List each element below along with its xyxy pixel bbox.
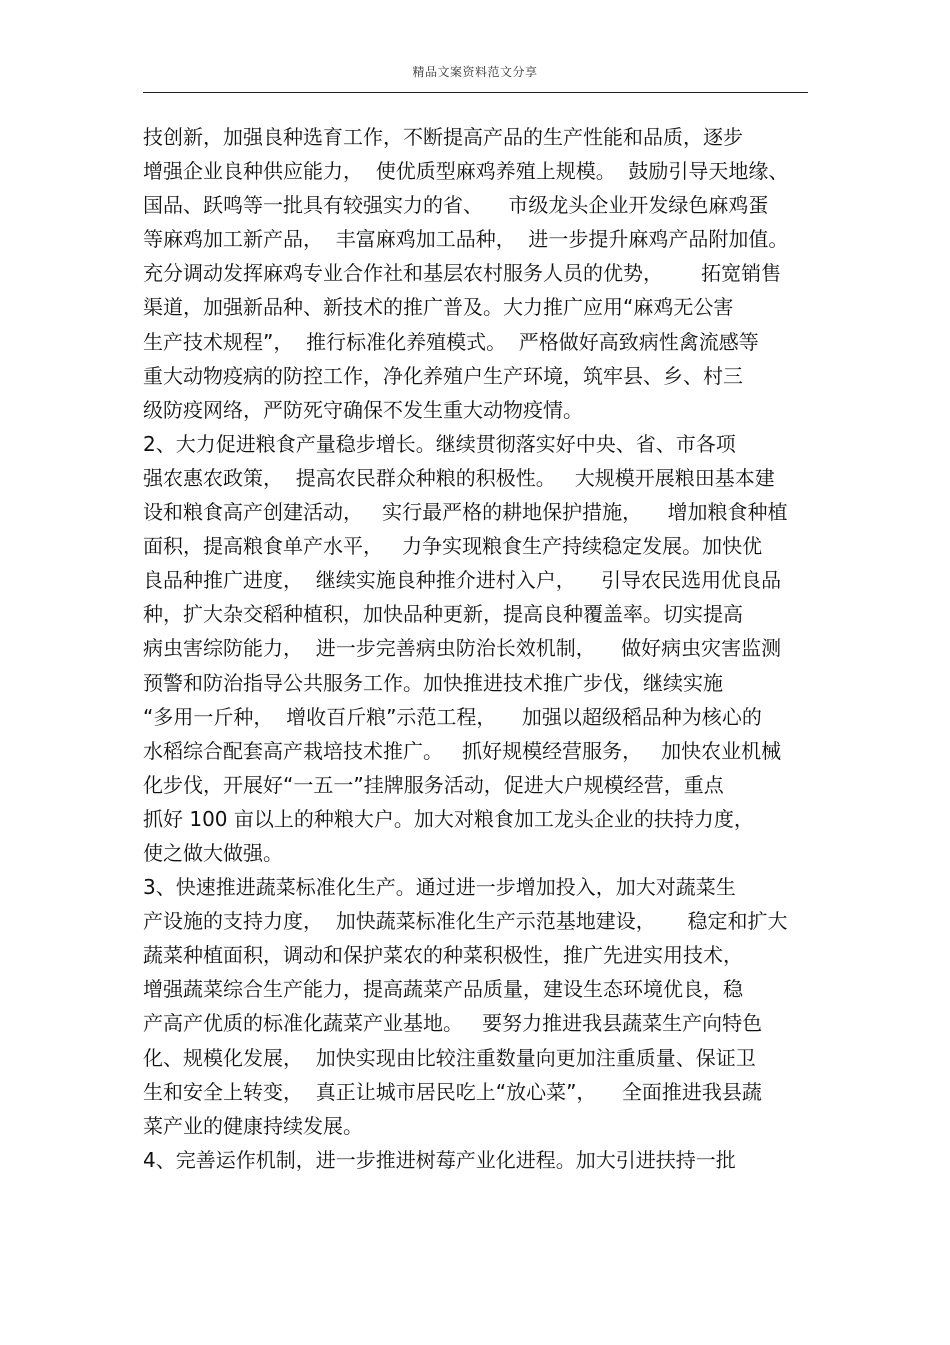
text-line: 菜产业的健康持续发展。 [143, 1113, 363, 1138]
text-line: 面积，提高粮食单产水平， 力争实现粮食生产持续稳定发展。加快优 [143, 534, 763, 559]
text-line: 蔬菜种植面积，调动和保护菜农的种菜积极性，推广先进实用技术， [143, 943, 743, 968]
text-line: 产设施的支持力度， 加快蔬菜标准化生产示范基地建设， 稳定和扩大 [143, 909, 788, 934]
text-line: 使之做大做强。 [143, 840, 283, 865]
page-header-title: 精品文案资料范文分享 [412, 65, 538, 79]
text-line: 产高产优质的标准化蔬菜产业基地。 要努力推进我县蔬菜生产向特色 [143, 1011, 763, 1036]
text-line: 抓好 100 亩以上的种粮大户。加大对粮食加工龙头企业的扶持力度， [143, 806, 754, 831]
text-line: 3、快速推进蔬菜标准化生产。通过进一步增加投入，加大对蔬菜生 [143, 875, 736, 900]
text-line: 2、大力促进粮食产量稳步增长。继续贯彻落实好中央、省、市各项 [143, 431, 736, 456]
text-line: 良品种推广进度， 继续实施良种推介进村入户， 引导农民选用优良品 [143, 568, 782, 593]
text-line: 渠道，加强新品种、新技术的推广普及。大力推广应用“麻鸡无公害 [143, 295, 734, 320]
text-line: 预警和防治指导公共服务工作。加快推进技术推广步伐，继续实施 [143, 670, 723, 695]
text-line: 化步伐，开展好“一五一”挂牌服务活动，促进大户规模经营，重点 [143, 772, 724, 797]
text-line: 强农惠农政策， 提高农民群众种粮的积极性。 大规模开展粮田基本建 [143, 465, 775, 490]
text-line: 病虫害综防能力， 进一步完善病虫防治长效机制， 做好病虫灾害监测 [143, 636, 782, 661]
text-line: 国品、跃鸣等一批具有较强实力的省、 市级龙头企业开发绿色麻鸡蛋 [143, 193, 769, 218]
text-line: “多用一斤种， 增收百斤粮”示范工程， 加强以超级稻品种为核心的 [143, 704, 762, 729]
text-line: 增强蔬菜综合生产能力，提高蔬菜产品质量，建设生态环境优良，稳 [143, 977, 743, 1002]
text-line: 4、完善运作机制，进一步推进树莓产业化进程。加大引进扶持一批 [143, 1147, 736, 1172]
text-line: 级防疫网络，严防死守确保不发生重大动物疫情。 [143, 397, 583, 422]
document-body [143, 120, 813, 1177]
header-divider [143, 92, 808, 93]
text-line: 生和安全上转变， 真正让城市居民吃上“放心菜”， 全面推进我县蔬 [143, 1079, 762, 1104]
text-line: 增强企业良种供应能力， 使优质型麻鸡养殖上规模。 鼓励引导天地缘、 [143, 159, 789, 184]
text-line: 水稻综合配套高产栽培技术推广。 抓好规模经营服务， 加快农业机械 [143, 738, 782, 763]
text-line: 技创新，加强良种选育工作，不断提高产品的生产性能和品质，逐步 [143, 125, 743, 149]
text-line: 种，扩大杂交稻种植积，加快品种更新，提高良种覆盖率。切实提高 [143, 602, 743, 627]
text-line: 等麻鸡加工新产品， 丰富麻鸡加工品种， 进一步提升麻鸡产品附加值。 [143, 227, 789, 252]
text-line: 重大动物疫病的防控工作，净化养殖户生产环境，筑牢县、乡、村三 [143, 363, 743, 388]
text-line: 设和粮食高产创建活动， 实行最严格的耕地保护措施， 增加粮食种植 [143, 500, 788, 525]
text-line: 生产技术规程”， 推行标准化养殖模式。 严格做好高致病性禽流感等 [143, 329, 759, 354]
text-line: 化、规模化发展， 加快实现由比较注重数量向更加注重质量、保证卫 [143, 1045, 756, 1070]
text-line: 充分调动发挥麻鸡专业合作社和基层农村服务人员的优势， 拓宽销售 [143, 261, 782, 286]
